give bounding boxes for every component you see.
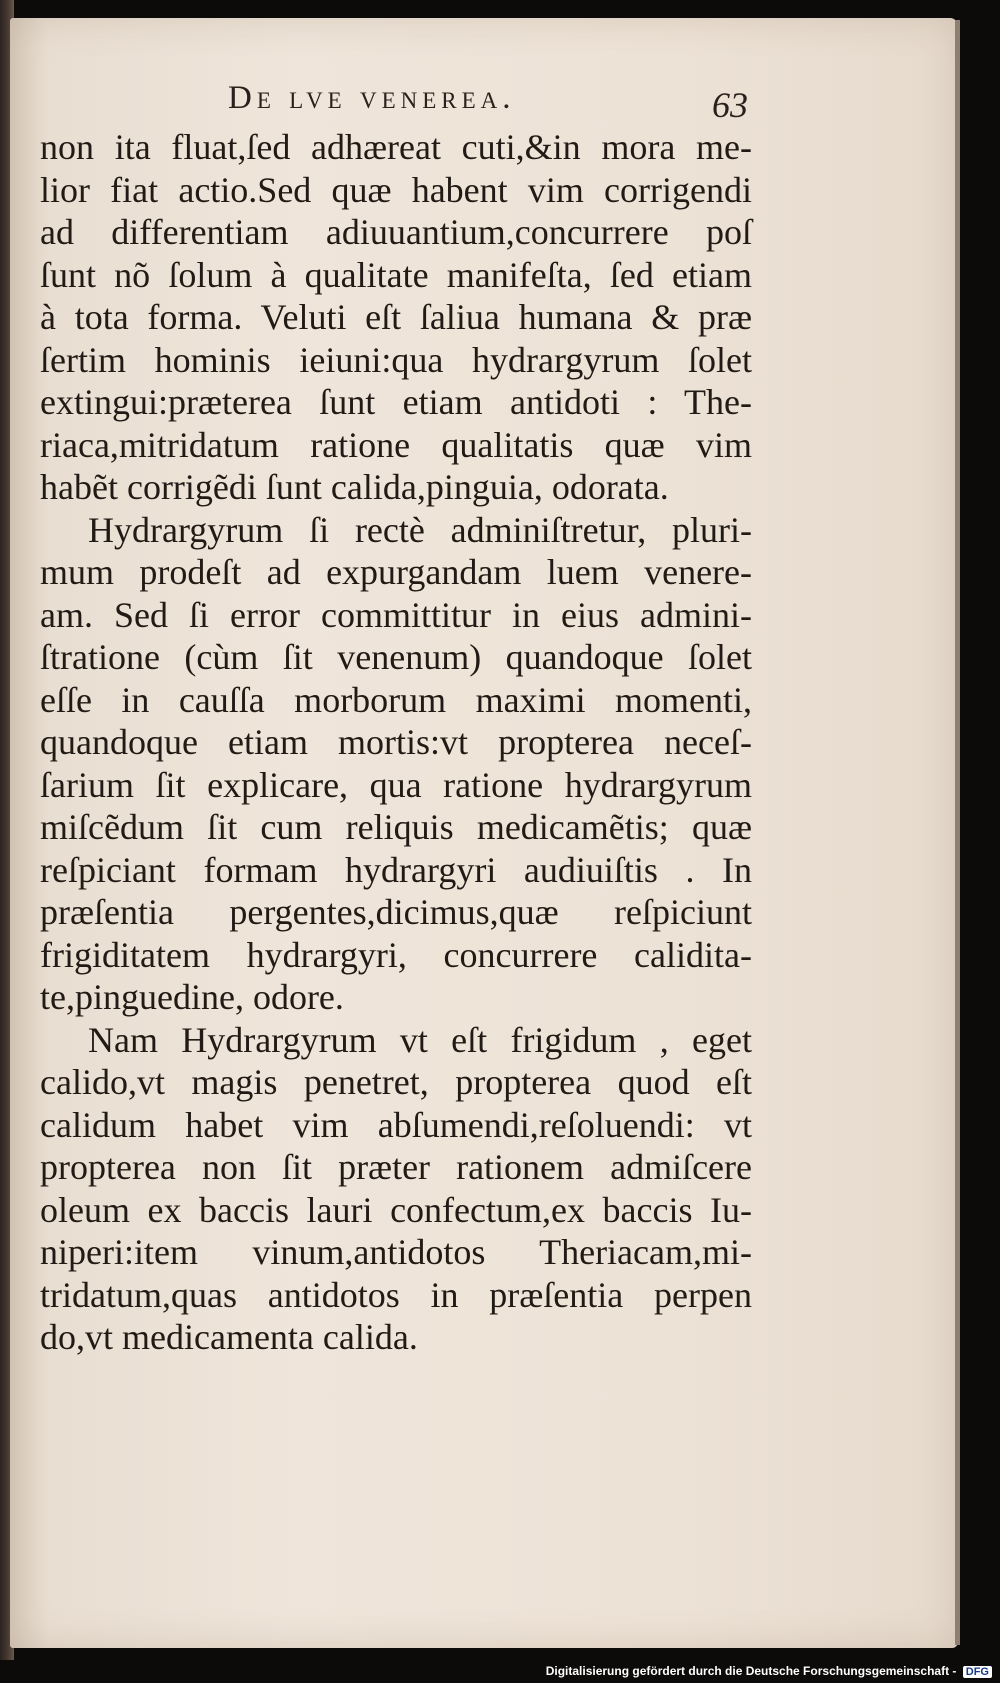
body-text	[40, 126, 752, 1359]
text-line: oleum ex baccis lauri confectum,ex baccis Iu-	[40, 1189, 752, 1230]
credit-text: Digitalisierung gefördert durch die Deutsche Forschungsgemeinschaft -	[545, 1664, 957, 1678]
text-line: miſcẽdum ſit cum reliquis medicamẽtis; quæ	[40, 807, 752, 847]
text-line: reſpiciant formam hydrargyri audiuiſtis . In	[40, 849, 752, 890]
text-line: ad differentiam adiuuantium,concurrere poſ	[40, 212, 752, 252]
paragraph	[40, 1019, 752, 1359]
text-line: ſunt nõ ſolum à qualitate manifeſta, ſed etiam	[40, 254, 752, 295]
text-line: am. Sed ſi error committitur in eius admini-	[40, 594, 752, 635]
paragraph	[40, 126, 752, 509]
text-line: calidum habet vim abſumendi,reſoluendi: vt	[40, 1104, 752, 1145]
page-edge	[955, 20, 960, 1645]
text-line: præſentia pergentes,dicimus,quæ reſpiciunt	[40, 892, 752, 932]
text-line: te,pinguedine, odore.	[40, 977, 344, 1017]
text-line: niperi:item vinum,antidotos Theriacam,mi-	[40, 1232, 752, 1272]
paragraph	[40, 509, 752, 1019]
page-number: 63	[712, 85, 748, 125]
text-line: à tota forma. Veluti eſt ſaliua humana & præ	[40, 297, 752, 337]
text-line: extingui:præterea ſunt etiam antidoti : The-	[40, 382, 752, 422]
text-line: ſtratione (cùm ſit venenum) quandoque ſolet	[40, 637, 752, 677]
digitization-credit	[546, 1664, 992, 1678]
running-title: De lve venerea.	[228, 80, 516, 116]
text-line: Nam Hydrargyrum vt eſt frigidum , eget	[88, 1019, 752, 1060]
text-line: riaca,mitridatum ratione qualitatis quæ vim	[40, 424, 752, 465]
dfg-logo: DFG	[963, 1666, 992, 1678]
text-line: calido,vt magis penetret, propterea quod eſt	[40, 1062, 752, 1102]
text-line: habẽt corrigẽdi ſunt calida,pinguia, odorata.	[40, 467, 669, 507]
text-line: frigiditatem hydrargyri, concurrere calidita-	[40, 934, 752, 975]
text-line: ſarium ſit explicare, qua ratione hydrargyrum	[40, 764, 752, 805]
text-line: tridatum,quas antidotos in præſentia perpen	[40, 1274, 752, 1315]
text-line: propterea non ſit præter rationem admiſcere	[40, 1147, 752, 1187]
text-line: ſertim hominis ieiuni:qua hydrargyrum ſolet	[40, 339, 752, 380]
text-line: do,vt medicamenta calida.	[40, 1317, 418, 1357]
text-line: quandoque etiam mortis:vt propterea neceſ-	[40, 722, 752, 762]
text-line: Hydrargyrum ſi rectè adminiſtretur, pluri-	[88, 509, 752, 550]
text-line: lior fiat actio.Sed quæ habent vim corrigendi	[40, 169, 752, 210]
text-line: eſſe in cauſſa morborum maximi momenti,	[40, 679, 752, 720]
text-line: non ita fluat,ſed adhæreat cuti,&in mora me-	[40, 127, 752, 167]
text-line: mum prodeſt ad expurgandam luem venere-	[40, 552, 752, 592]
